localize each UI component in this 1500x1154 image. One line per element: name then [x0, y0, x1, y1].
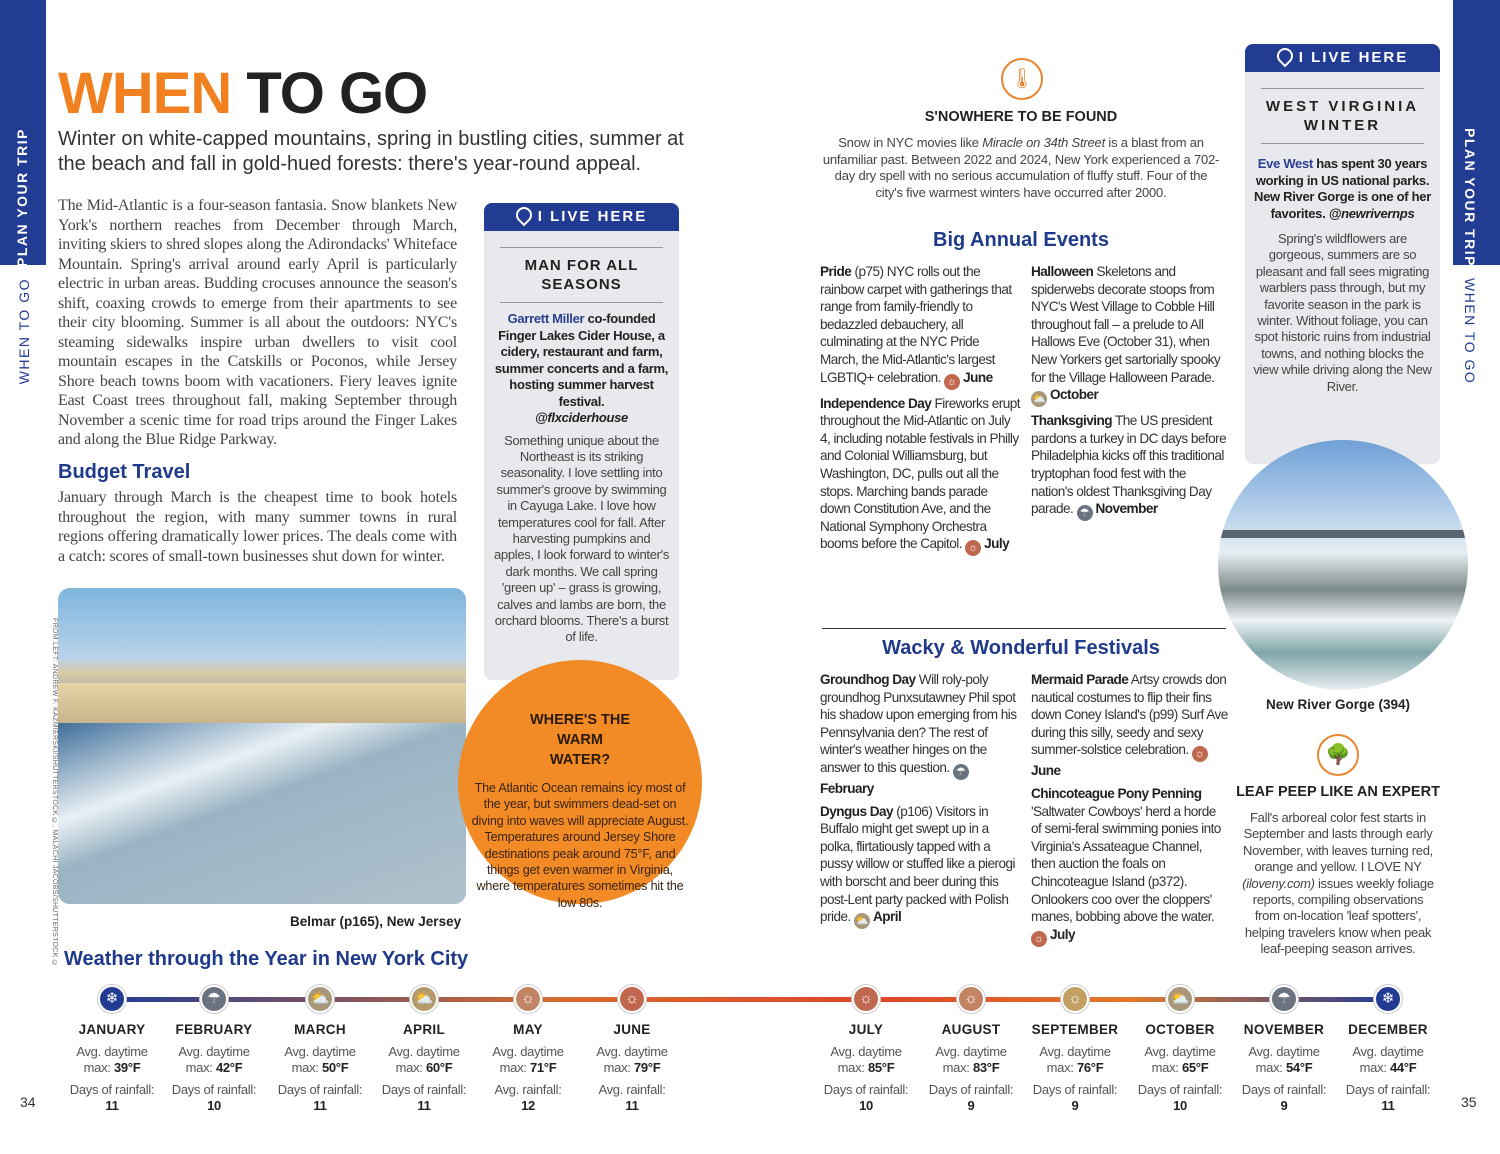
rain-value: 11	[105, 1098, 119, 1113]
partly-cloudy-icon: ⛅	[306, 985, 334, 1013]
temp-label: Avg. daytime max:	[388, 1044, 460, 1075]
rain-value: 9	[1280, 1098, 1288, 1113]
month-name: APRIL	[403, 1022, 445, 1037]
month-name: NOVEMBER	[1243, 1022, 1325, 1037]
snow-icon: ❄	[1374, 985, 1402, 1013]
person-bio: has spent 30 years working in US national parks. New River Gorge is one of her favorites.	[1254, 156, 1431, 221]
event-description: (p106) Visitors in Buffalo might get swept up in a polka, flirtatiously tapped with a pussy willow or stuffed like a pierogi with borscht and beer during this post-Lent party packed with Polish pride.	[820, 803, 1015, 925]
event-month: February	[820, 780, 874, 796]
rain-value: 11	[417, 1098, 431, 1113]
event-name: Halloween	[1031, 264, 1094, 279]
event-description: 'Saltwater Cowboys' herd a horde of semi-feral swimming ponies into Virginia's Assateague Channel, then auction the foals on Chincoteague Island (p372). Onlookers coo over the cloppers' manes, bobbing above the water.	[1031, 803, 1221, 925]
rain-label: Days of rainfall:	[1345, 1082, 1431, 1097]
rain-value: 9	[1071, 1098, 1079, 1113]
sun-icon: ☼	[957, 985, 985, 1013]
avg-temp	[582, 1044, 682, 1076]
month-name: JUNE	[613, 1022, 651, 1037]
event-name: Pride	[820, 264, 852, 279]
rainfall	[582, 1082, 682, 1114]
rain-label: Days of rainfall:	[1241, 1082, 1327, 1097]
budget-text: January through March is the cheapest time to book hotels throughout the region, with many summer towns in rural regions offering dramatically lower prices. The deals come with a catch: scores of small-town businesses shut down for winter.	[58, 489, 457, 565]
rain-value: 10	[207, 1098, 221, 1113]
rain-value: 10	[859, 1098, 873, 1113]
event-item	[1031, 671, 1229, 780]
rain-label: Avg. rainfall:	[598, 1082, 666, 1097]
temp-value: 79°F	[633, 1060, 661, 1075]
rainfall	[1130, 1082, 1230, 1114]
month-name: DECEMBER	[1348, 1022, 1428, 1037]
temp-value: 42°F	[215, 1060, 243, 1075]
event-item	[820, 263, 1020, 390]
snow-text-2: is a blast from an unfamiliar past. Between 2022 and 2024, New York experienced a 702-day dry spell with no serious accumulation of fluffy stuff. Four of the city's five warmest winters have occurred after 2000.	[822, 135, 1220, 200]
chapter-label-left: WHEN TO GO	[16, 278, 32, 385]
month-name: MAY	[513, 1022, 543, 1037]
avg-temp	[374, 1044, 474, 1076]
avg-temp	[1234, 1044, 1334, 1076]
temp-label: Avg. daytime max:	[178, 1044, 250, 1075]
weather-heading: Weather through the Year in New York City	[64, 948, 469, 970]
month-name: SEPTEMBER	[1031, 1022, 1119, 1037]
avg-temp	[478, 1044, 578, 1076]
title-main: TO GO	[246, 61, 428, 126]
weather-month	[1338, 985, 1438, 1114]
sun-icon: ☼	[965, 540, 981, 556]
location-pin-icon	[512, 204, 535, 227]
i-live-here-label: I LIVE HERE	[537, 208, 648, 225]
temp-label: Avg. daytime max:	[830, 1044, 902, 1075]
event-description: Artsy crowds don nautical costumes to flip their fins down Coney Island's (p99) Surf Ave during this silly, seedy and sexy summer-solstice celebration.	[1031, 672, 1228, 758]
temp-label: Avg. daytime max:	[492, 1044, 564, 1075]
temp-value: 85°F	[867, 1060, 895, 1075]
snow-text	[820, 135, 1222, 201]
leaf-text	[1241, 810, 1435, 958]
month-name: MARCH	[294, 1022, 346, 1037]
temp-label: Avg. daytime max:	[1352, 1044, 1424, 1075]
rainfall	[270, 1082, 370, 1114]
rain-label: Days of rainfall:	[823, 1082, 909, 1097]
person-name: Garrett Miller	[507, 311, 585, 326]
sun-icon: ☼	[514, 985, 542, 1013]
weather-month	[270, 985, 370, 1114]
event-month: June	[963, 369, 993, 385]
temp-value: 60°F	[425, 1060, 453, 1075]
social-handle: @newrivernps	[1328, 205, 1415, 221]
temp-value: 65°F	[1181, 1060, 1209, 1075]
festivals-col1	[820, 671, 1020, 934]
i-live-here-label: I LIVE HERE	[1298, 49, 1409, 66]
month-name: JULY	[848, 1022, 884, 1037]
event-month: June	[1031, 763, 1061, 779]
event-name: Chincoteague Pony Penning	[1031, 785, 1202, 801]
big-events-col1	[820, 263, 1020, 561]
rain-icon: ☂	[1077, 505, 1093, 521]
box-quote: Spring's wildflowers are gorgeous, summers are so pleasant and fall sees migrating warblers pass through, but my favorite season in the park is winter. Without foliage, you can spot historic ruins from industrial towns, and nothing blocks the view while driving along the New River.	[1253, 231, 1432, 394]
leaf-text-1: Fall's arboreal color fest starts in September and lasts through early November, with leaves turning red, orange and yellow. I LOVE NY	[1243, 810, 1433, 875]
event-name: Dyngus Day	[820, 803, 894, 819]
section-label-right: PLAN YOUR TRIP	[1462, 128, 1478, 267]
title-accent: WHEN	[58, 61, 232, 126]
snow-film: Miracle on 34th Street	[982, 135, 1105, 150]
temp-label: Avg. daytime max:	[76, 1044, 148, 1075]
event-description: (p75) NYC rolls out the rainbow carpet with gatherings that range from family-friendly to bedazzled debauchery, all culminating at the NYC Pride March, the Mid-Atlantic's largest LGBTIQ+ celebration.	[820, 264, 1012, 385]
divider	[822, 628, 1226, 629]
box-title: WEST VIRGINIA WINTER	[1261, 88, 1424, 144]
month-name: OCTOBER	[1145, 1022, 1215, 1037]
avg-temp	[1130, 1044, 1230, 1076]
box-intro	[492, 311, 671, 427]
snow-text-1: Snow in NYC movies like	[838, 135, 983, 150]
leaf-title: LEAF PEEP LIKE AN EXPERT	[1236, 784, 1440, 800]
rain-value: 11	[313, 1098, 327, 1113]
rain-label: Days of rainfall:	[171, 1082, 257, 1097]
event-description: Fireworks erupt throughout the Mid-Atlantic on July 4, including notable festivals in Philly and Colonial Williamsburg, but Washington, DC, pulls out all the stops. Marching bands parade down Constitution Ave, and the National Symphony Orchestra booms before the Capitol.	[820, 395, 1020, 552]
i-live-here-box-eve	[1245, 44, 1440, 464]
event-item	[1031, 263, 1229, 407]
warm-water-text: The Atlantic Ocean remains icy most of the year, but swimmers dead-set on diving into waves will appreciate August. Temperatures around Jersey Shore destinations peak around 75°F, and things get even warmer in Virginia, where temperatures sometimes hit the low 80s.	[471, 781, 689, 910]
temp-value: 39°F	[113, 1060, 141, 1075]
big-events-heading: Big Annual Events	[933, 229, 1109, 251]
intro-text: The Mid-Atlantic is a four-season fantasia. Snow blankets New York's northern reaches from December through March, inviting skiers to shred slopes along the Adirondacks' Whiteface Mountain. Spring's arrival around early April is particularly electric in urban areas. Budding crocuses announce the season's shift, coaxing crowds to emerge from their apartments to see their city blooming. Summer is all about the outdoors: NYC's steaming sidewalks inspire urban dwellers to visit cool mountain escapes in the Catskills or Poconos, while Jersey Shore beach towns boom with vacationers. Fiery leaves ignite East Coast trees throughout fall, making September through November a scenic time for road trips around the Finger Lakes and along the Blue Ridge Parkway.	[58, 197, 457, 448]
avg-temp	[921, 1044, 1021, 1076]
rain-label: Days of rainfall:	[1032, 1082, 1118, 1097]
event-name: Groundhog Day	[820, 672, 916, 687]
page-number-left: 34	[20, 1094, 36, 1110]
rainfall	[816, 1082, 916, 1114]
warm-water-callout	[458, 660, 702, 910]
event-name: Independence Day	[820, 395, 932, 411]
temp-value: 54°F	[1285, 1060, 1313, 1075]
rain-icon: ☂	[1270, 985, 1298, 1013]
partly-cloudy-icon: ⛅	[855, 915, 869, 928]
weather-month	[1130, 985, 1230, 1114]
temp-value: 83°F	[972, 1060, 1000, 1075]
box-quote: Something unique about the Northeast is its striking seasonality. I love settling into summer's groove by swimming in Cayuga Lake. I love how temperatures cool for fall. After harvesting pumpkins and apples, I look forward to winter's dark months. We call spring 'green up' – grass is growing, calves and lambs are born, the orchard blooms. There's a burst of life.	[493, 432, 670, 645]
temp-label: Avg. daytime max:	[935, 1044, 1007, 1075]
rain-value: 11	[1381, 1098, 1395, 1113]
location-pin-icon	[1273, 45, 1296, 68]
rainfall	[1234, 1082, 1334, 1114]
festivals-col2	[1031, 671, 1229, 952]
rain-icon: ☂	[953, 764, 969, 780]
rain-label: Days of rainfall:	[1137, 1082, 1223, 1097]
weather-month	[1025, 985, 1125, 1114]
rain-icon: ☂	[200, 985, 228, 1013]
chapter-label-right: WHEN TO GO	[1462, 278, 1478, 385]
social-handle: @flxciderhouse	[534, 410, 628, 425]
rain-value: 11	[625, 1098, 639, 1113]
temp-label: Avg. daytime max:	[596, 1044, 668, 1075]
trees-icon: 🌳	[1317, 734, 1359, 776]
sun-icon: ☼	[1031, 931, 1047, 947]
partly-cloudy-icon: ⛅	[1032, 393, 1046, 406]
weather-month	[164, 985, 264, 1114]
big-events-col2	[1031, 263, 1229, 526]
thermometer-icon: 🌡	[1001, 58, 1043, 100]
partly-cloudy-icon: ⛅	[1166, 985, 1194, 1013]
rainfall	[164, 1082, 264, 1114]
event-month: November	[1095, 501, 1158, 517]
avg-temp	[1338, 1044, 1438, 1076]
month-name: JANUARY	[78, 1022, 146, 1037]
temp-label: Avg. daytime max:	[1248, 1044, 1320, 1075]
section-label-left: PLAN YOUR TRIP	[14, 128, 30, 267]
festivals-heading: Wacky & Wonderful Festivals	[882, 637, 1160, 659]
event-description: Will roly-poly groundhog Punxsutawney Phil spot his shadow upon emerging from his Pennsylvania den? The rest of winter's weather hinges on the answer to this question.	[820, 672, 1017, 775]
weather-month	[816, 985, 916, 1114]
event-month: July	[1050, 926, 1076, 942]
snow-title: S'NOWHERE TO BE FOUND	[924, 109, 1118, 125]
rainfall	[62, 1082, 162, 1114]
rainfall	[1338, 1082, 1438, 1114]
temp-label: Avg. daytime max:	[1039, 1044, 1111, 1075]
rain-value: 10	[1173, 1098, 1187, 1113]
rain-label: Days of rainfall:	[277, 1082, 363, 1097]
event-description: The US president pardons a turkey in DC days before Philadelphia kicks off this traditional tryptophan food fest with the nation's oldest Thanksgiving Day parade.	[1031, 413, 1227, 517]
budget-heading: Budget Travel	[58, 461, 191, 483]
weather-month	[582, 985, 682, 1114]
leaf-text-2: issues weekly foliage reports, compiling observations from on-location 'leaf spotters', helping travelers know when peak leaf-peeping season arrives.	[1244, 875, 1434, 957]
sun-icon: ☼	[1061, 985, 1089, 1013]
rain-value: 12	[521, 1098, 535, 1113]
rain-label: Days of rainfall:	[69, 1082, 155, 1097]
temp-label: Avg. daytime max:	[1144, 1044, 1216, 1075]
beach-photo	[58, 588, 466, 904]
partly-cloudy-icon: ⛅	[410, 985, 438, 1013]
rain-value: 9	[967, 1098, 975, 1113]
temp-value: 50°F	[321, 1060, 349, 1075]
avg-temp	[270, 1044, 370, 1076]
i-live-here-header	[1245, 44, 1440, 72]
event-item	[820, 803, 1020, 930]
new-river-gorge-photo	[1218, 440, 1468, 690]
event-month: October	[1050, 387, 1099, 403]
box-title: MAN FOR ALL SEASONS	[500, 247, 663, 303]
event-item	[820, 671, 1020, 798]
month-name: AUGUST	[941, 1022, 1001, 1037]
temp-value: 44°F	[1389, 1060, 1417, 1075]
temp-label: Avg. daytime max:	[284, 1044, 356, 1075]
leaf-link[interactable]: (iloveny.com)	[1242, 875, 1315, 891]
page-number-right: 35	[1461, 1094, 1477, 1110]
box-intro	[1253, 156, 1432, 222]
avg-temp	[1025, 1044, 1125, 1076]
avg-temp	[164, 1044, 264, 1076]
rainfall	[921, 1082, 1021, 1114]
event-item	[1031, 785, 1229, 947]
weather-month	[1234, 985, 1334, 1114]
sun-icon: ☼	[944, 374, 960, 390]
gorge-caption: New River Gorge (394)	[1265, 697, 1411, 712]
sun-icon: ☼	[1192, 746, 1208, 762]
rainfall	[374, 1082, 474, 1114]
weather-month	[478, 985, 578, 1114]
avg-temp	[816, 1044, 916, 1076]
lede: Winter on white-capped mountains, spring in bustling cities, summer at the beach and fall in gold-hued forests: there's year-round appeal.	[58, 128, 684, 175]
temp-value: 76°F	[1076, 1060, 1104, 1075]
event-month: April	[872, 909, 902, 925]
warm-water-title: WHERE'S THE WARM WATER?	[529, 712, 631, 768]
event-item	[1031, 412, 1229, 521]
sun-icon: ☼	[618, 985, 646, 1013]
event-month: July	[984, 536, 1010, 552]
rain-label: Avg. rainfall:	[494, 1082, 562, 1097]
i-live-here-header	[484, 203, 679, 231]
beach-caption: Belmar (p165), New Jersey	[290, 914, 462, 929]
person-bio: co-founded Finger Lakes Cider House, a cidery, restaurant and farm, summer concerts and a farm, hosting summer harvest festival.	[494, 311, 669, 409]
i-live-here-box-garrett	[484, 203, 679, 680]
avg-temp	[62, 1044, 162, 1076]
event-description: Skeletons and spiderwebs decorate stoops from NYC's West Village to Cobble Hill throughout fall – a prelude to All Hallows Eve (October 31), when New Yorkers get sartorially spooky for the Village Halloween Parade.	[1031, 264, 1221, 385]
rain-label: Days of rainfall:	[381, 1082, 467, 1097]
month-name: FEBRUARY	[175, 1022, 253, 1037]
event-item	[820, 395, 1020, 557]
rain-label: Days of rainfall:	[928, 1082, 1014, 1097]
page-title	[58, 60, 427, 127]
temp-value: 71°F	[529, 1060, 557, 1075]
event-name: Thanksgiving	[1031, 413, 1113, 429]
weather-month	[921, 985, 1021, 1114]
snow-icon: ❄	[98, 985, 126, 1013]
rainfall	[1025, 1082, 1125, 1114]
weather-month	[374, 985, 474, 1114]
sun-icon: ☼	[852, 985, 880, 1013]
photo-credit: FROM LEFT: ANDREW F. KAZMIERSKI/SHUTTERSTOCK ©, MALACHI JACOBS/SHUTTERSTOCK ©	[51, 618, 58, 968]
rainfall	[478, 1082, 578, 1114]
event-name: Mermaid Parade	[1031, 672, 1129, 687]
person-name: Eve West	[1257, 156, 1313, 171]
weather-month	[62, 985, 162, 1114]
